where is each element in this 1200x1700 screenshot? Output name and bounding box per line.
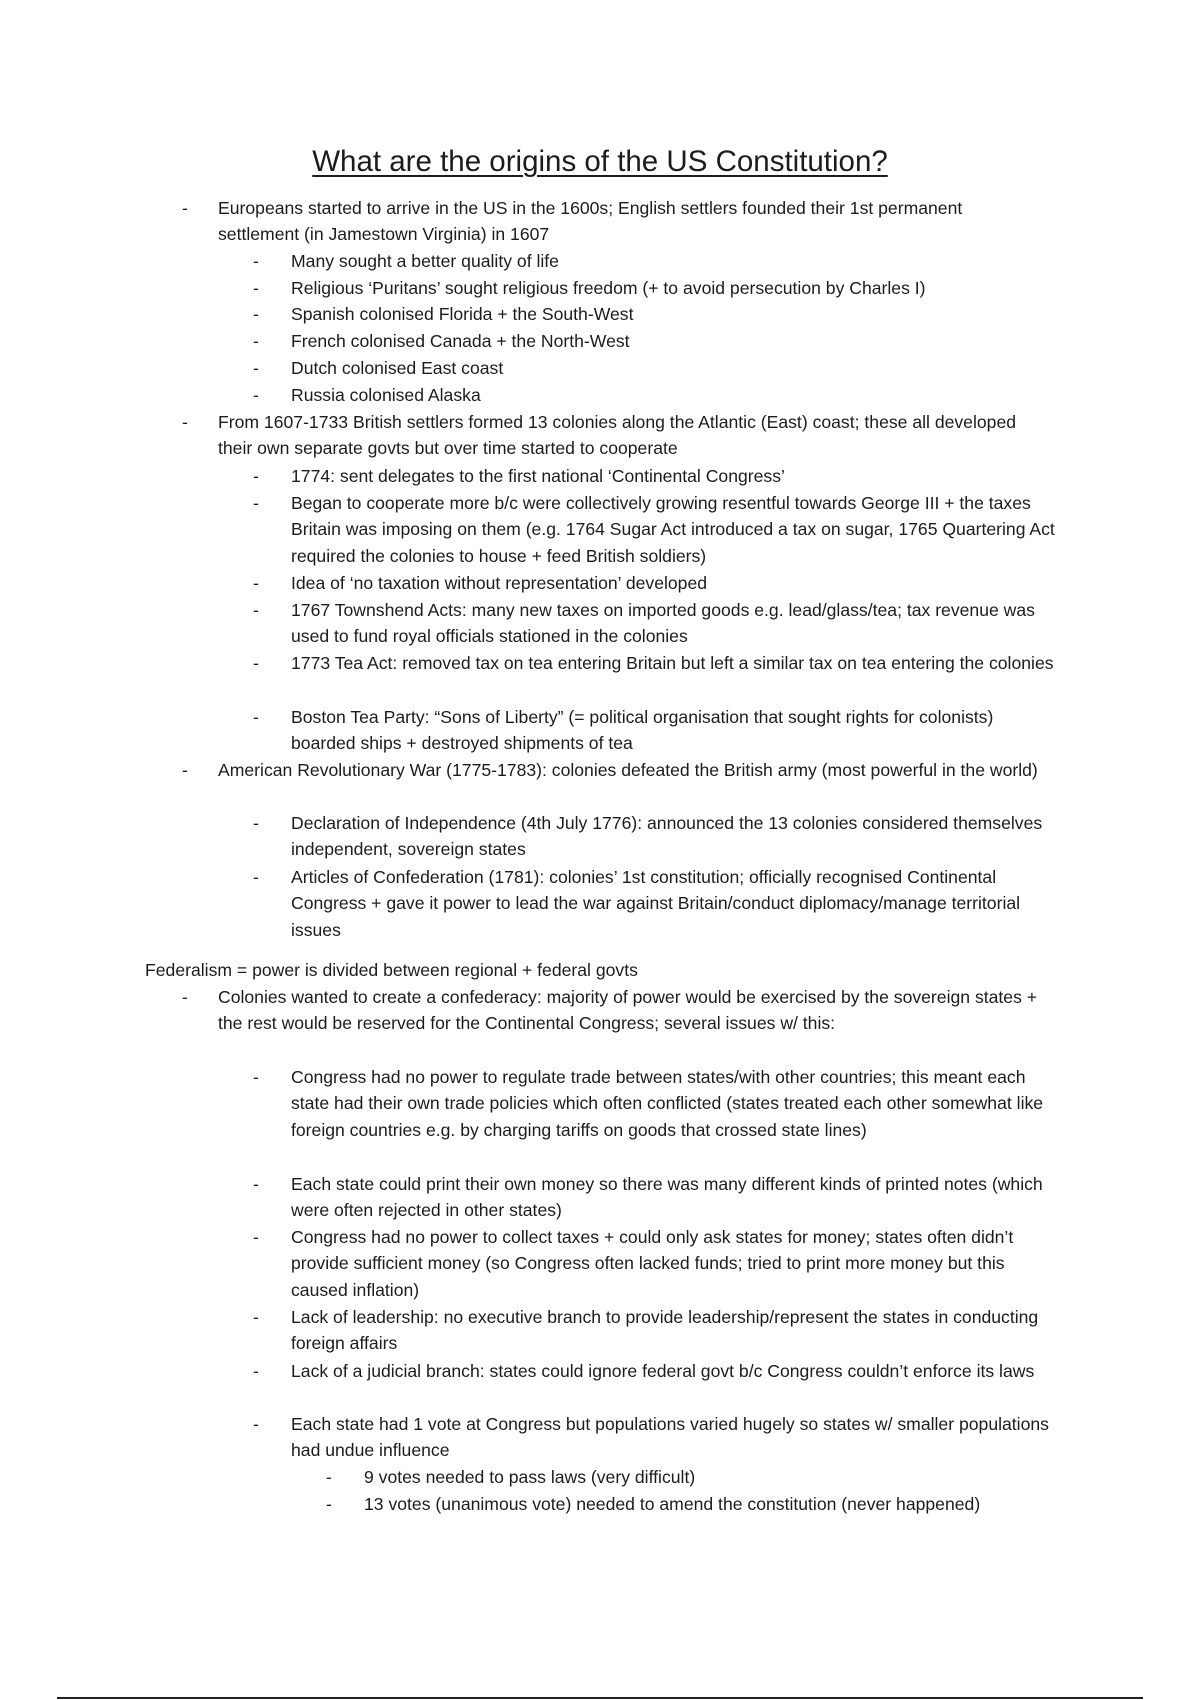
bullet-dash: - (253, 1307, 259, 1327)
bullet-dash: - (253, 1174, 259, 1194)
bullet-dash: - (253, 600, 259, 620)
bullet-text: Many sought a better quality of life (291, 251, 559, 271)
bullet-item-l2 (253, 463, 1061, 489)
bullet-item-l3 (326, 1491, 1064, 1517)
bullet-dash: - (253, 493, 259, 513)
bullet-dash: - (253, 707, 259, 727)
page-title: What are the origins of the US Constitution? (312, 145, 888, 178)
bullet-text: Each state had 1 vote at Congress but populations varied hugely so states w/ smaller populations had undue influence (291, 1414, 1049, 1461)
bullet-text: American Revolutionary War (1775-1783): colonies defeated the British army (most powerful in the world) (218, 760, 1038, 780)
bullet-dash: - (326, 1467, 332, 1487)
bullet-dash: - (253, 867, 259, 887)
bullet-text: 1774: sent delegates to the first national ‘Continental Congress’ (291, 466, 785, 486)
bullet-text: Spanish colonised Florida + the South-West (291, 304, 634, 324)
bullet-dash: - (182, 412, 188, 432)
bullet-dash: - (253, 653, 259, 673)
bullet-dash: - (182, 987, 188, 1007)
bullet-text: From 1607-1733 British settlers formed 13 colonies along the Atlantic (East) coast; these all developed their own separate govts but over time started to cooperate (218, 412, 1017, 459)
bullet-text: 1773 Tea Act: removed tax on tea entering Britain but left a similar tax on tea entering the colonies (291, 653, 1054, 673)
bullet-item-l2 (253, 864, 1061, 943)
bullet-dash: - (253, 304, 259, 324)
bullet-item-l2 (253, 1358, 1061, 1384)
bullet-text: 1767 Townshend Acts: many new taxes on imported goods e.g. lead/glass/tea; tax revenue was used to fund royal officials stationed in the colonies (291, 600, 1035, 647)
bullet-item-l2 (253, 597, 1061, 650)
bullet-text: Each state could print their own money so there was many different kinds of printed notes (which were often rejected in other states) (291, 1174, 1043, 1221)
bullet-item-l2 (253, 1224, 1061, 1303)
bullet-item-l1 (182, 195, 1048, 248)
bullet-text: Idea of ‘no taxation without representation’ developed (291, 573, 708, 593)
bullet-item-l1 (182, 409, 1048, 462)
bullet-dash: - (253, 1414, 259, 1434)
bullet-text: Europeans started to arrive in the US in the 1600s; English settlers founded their 1st permanent settlement (in Jamestown Virginia) in 1607 (218, 198, 963, 245)
bullet-item-l2 (253, 810, 1061, 863)
bullet-item-l2 (253, 1411, 1061, 1464)
bullet-dash: - (253, 385, 259, 405)
bullet-text: Congress had no power to collect taxes + could only ask states for money; states often didn’t provide sufficient money (so Congress often lacked funds; tried to print more money but this caused inflation) (291, 1227, 1014, 1300)
bullet-item-l2 (253, 301, 1061, 327)
bullet-text: Congress had no power to regulate trade between states/with other countries; this meant each state had their own trade policies which often conflicted (states treated each other somewhat like foreign countries e.g. by charging tariffs on goods that crossed state lines) (291, 1067, 1044, 1140)
bullet-dash: - (253, 813, 259, 833)
bullet-item-l2 (253, 1304, 1061, 1357)
bullet-text: Articles of Confederation (1781): colonies’ 1st constitution; officially recognised Continental Congress + gave it power to lead the war against Britain/conduct diplomacy/manage territorial issues (291, 867, 1021, 940)
bullet-item-l2 (253, 490, 1061, 569)
bullet-item-l2 (253, 248, 1061, 274)
bullet-text: Declaration of Independence (4th July 1776): announced the 13 colonies considered themselves independent, sovereign states (291, 813, 1043, 860)
bullet-dash: - (253, 466, 259, 486)
bullet-text: Religious ‘Puritans’ sought religious freedom (+ to avoid persecution by Charles I) (291, 278, 926, 298)
section-heading-text: Federalism = power is divided between regional + federal govts (145, 960, 638, 980)
bullet-dash: - (182, 760, 188, 780)
bullet-item-l1 (182, 984, 1048, 1037)
bullet-text: Boston Tea Party: “Sons of Liberty” (= political organisation that sought rights for colonists) boarded ships + destroyed shipments of tea (291, 707, 994, 754)
bullet-dash: - (253, 573, 259, 593)
bullet-text: Dutch colonised East coast (291, 358, 504, 378)
bullet-dash: - (182, 198, 188, 218)
bullet-text: 9 votes needed to pass laws (very difficult) (364, 1467, 696, 1487)
bullet-item-l2 (253, 570, 1061, 596)
bullet-dash: - (253, 1227, 259, 1247)
section-heading-federalism (145, 957, 1105, 983)
bullet-text: Russia colonised Alaska (291, 385, 481, 405)
bullet-dash: - (253, 1067, 259, 1087)
bullet-item-l2 (253, 275, 1061, 301)
bullet-item-l3 (326, 1464, 1064, 1490)
bullet-text: Colonies wanted to create a confederacy: majority of power would be exercised by the sovereign states + the rest would be reserved for the Continental Congress; several issues w/ this: (218, 987, 1038, 1034)
bullet-dash: - (253, 251, 259, 271)
bullet-item-l2 (253, 1064, 1061, 1143)
bullet-item-l2 (253, 382, 1061, 408)
bullet-text: Lack of a judicial branch: states could ignore federal govt b/c Congress couldn’t enforce its laws (291, 1361, 1035, 1381)
bullet-item-l2 (253, 355, 1061, 381)
bullet-item-l1 (182, 757, 1048, 783)
bullet-dash: - (253, 331, 259, 351)
bullet-text: Lack of leadership: no executive branch to provide leadership/represent the states in conducting foreign affairs (291, 1307, 1039, 1354)
bullet-text: Began to cooperate more b/c were collectively growing resentful towards George III + the taxes Britain was imposing on them (e.g. 1764 Sugar Act introduced a tax on sugar, 1765 Quartering Act required the colonies to house + feed British soldiers) (291, 493, 1055, 566)
bullet-text: 13 votes (unanimous vote) needed to amend the constitution (never happened) (364, 1494, 981, 1514)
bullet-item-l2 (253, 650, 1061, 676)
bullet-item-l2 (253, 328, 1061, 354)
bullet-item-l2 (253, 1171, 1061, 1224)
page-bottom-divider (57, 1697, 1143, 1699)
bullet-text: French colonised Canada + the North-West (291, 331, 630, 351)
bullet-dash: - (253, 358, 259, 378)
bullet-dash: - (253, 1361, 259, 1381)
bullet-dash: - (326, 1494, 332, 1514)
bullet-dash: - (253, 278, 259, 298)
bullet-item-l2 (253, 704, 1061, 757)
